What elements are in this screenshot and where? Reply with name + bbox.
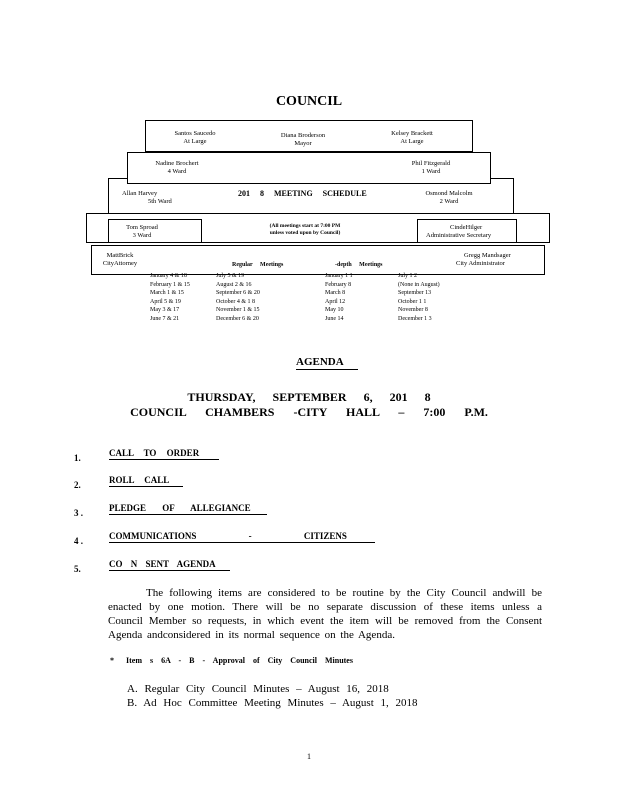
member-phil bbox=[396, 160, 466, 177]
member-name: Osmond Malcolm bbox=[425, 190, 473, 197]
schedule-note bbox=[240, 223, 370, 237]
member-name: Santos Saucedo bbox=[174, 130, 216, 137]
agenda-item-1 bbox=[74, 448, 81, 466]
page-number: 1 bbox=[307, 752, 311, 761]
agenda-item-label-1 bbox=[109, 448, 219, 458]
schedule-entry: August 2 & 16 bbox=[216, 281, 252, 288]
member-name: Gregg Mandsager bbox=[464, 252, 511, 259]
agenda-item-number: 1. bbox=[74, 453, 81, 463]
bullet-marker: * bbox=[110, 656, 114, 665]
member-role: At Large bbox=[183, 138, 207, 146]
member-role: CityAttorney bbox=[102, 260, 138, 268]
member-allan bbox=[122, 190, 182, 207]
member-name: Allan Harvey bbox=[122, 190, 158, 197]
member-cinde bbox=[426, 224, 516, 241]
schedule-entry: January 1 1 bbox=[325, 273, 353, 279]
schedule-entry: February 8 bbox=[325, 281, 352, 288]
agenda-location: COUNCIL CHAMBERS -CITY HALL – 7:00 P.M. bbox=[130, 405, 488, 419]
member-matt bbox=[94, 252, 146, 269]
agenda-item-3 bbox=[74, 503, 83, 521]
schedule-entry: April 5 & 19 bbox=[150, 298, 181, 305]
schedule-entry: May 10 bbox=[325, 307, 344, 314]
page-title: COUNCIL bbox=[275, 94, 343, 109]
schedule-entry: March 1 & 15 bbox=[150, 290, 184, 297]
member-gregg bbox=[456, 252, 536, 269]
agenda-item-label-3 bbox=[109, 503, 267, 513]
consent-subitem-b: B. Ad Hoc Committee Meeting Minutes – August 1, 2018 bbox=[127, 697, 418, 709]
agenda-item-text: CO N SENT AGENDA bbox=[109, 559, 230, 571]
member-role: 5th Ward bbox=[148, 198, 172, 206]
depth-col-1 bbox=[325, 272, 353, 324]
agenda-item-text: CALL TO ORDER bbox=[109, 448, 219, 460]
schedule-entry: September 6 & 20 bbox=[216, 290, 260, 297]
agenda-item-number: 4 . bbox=[74, 536, 83, 546]
member-role: 4 Ward bbox=[167, 168, 187, 176]
member-osmond bbox=[414, 190, 484, 207]
agenda-date: THURSDAY, SEPTEMBER 6, 201 8 bbox=[187, 390, 431, 404]
agenda-item-label-4 bbox=[109, 531, 375, 541]
consent-bullet bbox=[110, 656, 353, 665]
member-name: Diana Broderson bbox=[280, 132, 326, 139]
agenda-item-text: ROLL CALL bbox=[109, 475, 183, 487]
member-kelsey bbox=[377, 130, 447, 147]
depth-header: -depth Meetings bbox=[335, 262, 383, 268]
consent-paragraph: The following items are considered to be routine by the City Council andwill be enacted by one motion. There will be no separate discussion of these items unless a Council Member so requests, in which event the item will be removed from the Consent Agenda andconsidered in its normal sequence on the Agenda. bbox=[108, 587, 542, 641]
schedule-entry: April 12 bbox=[325, 298, 346, 305]
agenda-item-4 bbox=[74, 531, 83, 549]
agenda-title bbox=[296, 356, 358, 368]
member-diana bbox=[268, 132, 338, 149]
schedule-entry: July 1 2 bbox=[398, 273, 418, 279]
schedule-entry: December 6 & 20 bbox=[216, 315, 259, 322]
schedule-entry: December 1 3 bbox=[398, 315, 432, 322]
member-role: Mayor bbox=[294, 140, 312, 148]
regular-col-2 bbox=[216, 272, 260, 324]
schedule-entry: February 1 & 15 bbox=[150, 281, 190, 288]
agenda-item-number: 3 . bbox=[74, 508, 83, 518]
schedule-entry: June 7 & 21 bbox=[150, 315, 180, 322]
member-role: 2 Ward bbox=[439, 198, 459, 206]
regular-col-1 bbox=[150, 272, 190, 324]
member-name: Tom Sproad bbox=[126, 224, 158, 231]
depth-col-2 bbox=[398, 272, 440, 324]
schedule-entry: May 3 & 17 bbox=[150, 307, 180, 314]
agenda-item-text: PLEDGE OF ALLEGIANCE bbox=[109, 503, 267, 515]
schedule-entry: July 5 & 19 bbox=[216, 273, 245, 279]
member-role: City Administrator bbox=[456, 260, 505, 268]
schedule-entry: (None in August) bbox=[398, 281, 440, 288]
member-name: Nadine Brochert bbox=[155, 160, 199, 167]
schedule-entry: October 1 1 bbox=[398, 298, 427, 305]
schedule-note-line2: unless voted upon by Council) bbox=[269, 229, 341, 236]
schedule-note-line1: (All meetings start at 7:00 PM bbox=[269, 223, 341, 229]
regular-header: Regular Meetings bbox=[232, 262, 284, 268]
schedule-entry: January 4 & 18 bbox=[150, 273, 187, 279]
agenda-item-2 bbox=[74, 475, 81, 493]
consent-subitem-a: A. Regular City Council Minutes – August 16, 2018 bbox=[127, 683, 389, 695]
agenda-item-label-5 bbox=[109, 559, 230, 569]
schedule-entry: March 8 bbox=[325, 290, 346, 297]
agenda-item-text: COMMUNICATIONS - CITIZENS bbox=[109, 531, 375, 543]
member-nadine bbox=[142, 160, 212, 177]
schedule-entry: September 13 bbox=[398, 290, 432, 297]
member-tom bbox=[112, 224, 172, 241]
schedule-entry: October 4 & 1 8 bbox=[216, 298, 255, 305]
schedule-entry: June 14 bbox=[325, 315, 344, 322]
agenda-item-number: 2. bbox=[74, 480, 81, 490]
agenda-title-text: AGENDA bbox=[296, 356, 358, 370]
schedule-title: 201 8 MEETING SCHEDULE bbox=[238, 189, 367, 198]
member-role: Administrative Secretary bbox=[426, 232, 492, 240]
member-name: Phil Fitzgerald bbox=[411, 160, 451, 167]
member-name: Kelsey Brackett bbox=[391, 130, 433, 137]
member-role: At Large bbox=[400, 138, 424, 146]
member-santos bbox=[160, 130, 230, 147]
member-role: 3 Ward bbox=[132, 232, 152, 240]
bullet-text: Item s 6A - B - Approval of City Council Minutes bbox=[126, 656, 353, 665]
agenda-item-label-2 bbox=[109, 475, 183, 485]
member-name: MattBrick bbox=[106, 252, 134, 259]
schedule-entry: November 1 & 15 bbox=[216, 307, 260, 314]
schedule-entry: November 8 bbox=[398, 307, 428, 314]
agenda-item-number: 5. bbox=[74, 564, 81, 574]
member-role: 1 Ward bbox=[421, 168, 441, 176]
agenda-item-5 bbox=[74, 559, 81, 577]
member-name: CindeHilger bbox=[450, 224, 483, 231]
